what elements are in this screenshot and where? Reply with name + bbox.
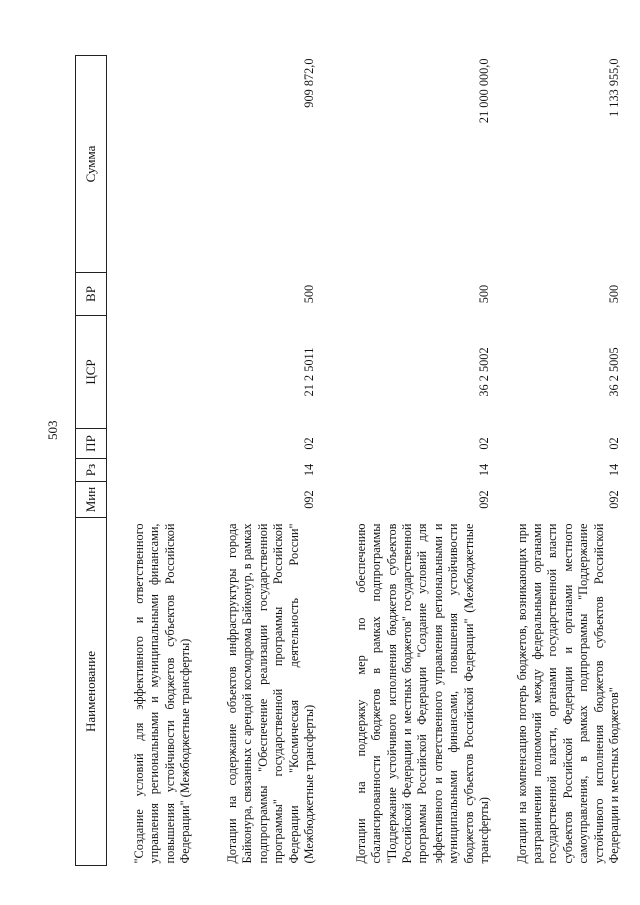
row-name: Дотации на содержание объектов инфраструктуры города Байконура, связанных с арендой космодрома Байконур, в рамках подпрограммы "Обеспечение реализации государственной программы" государственной программы Российской Федерации "Космическая деятельность России" (Межбюджетные трансферты) xyxy=(225,523,317,864)
row-min xyxy=(107,482,197,518)
row-vr: 500 xyxy=(607,284,622,304)
row-min: 092 xyxy=(302,490,317,509)
rotated-content xyxy=(75,56,622,866)
row-name: "Создание условий для эффективного и ответственного управления региональными и муниципальными финансами, повышения устойчивости бюджетов субъектов Российской Федерации" (Межбюджетные трансферты) xyxy=(131,523,193,864)
row-vr xyxy=(107,273,197,316)
row-rz: 14 xyxy=(302,463,317,477)
row-sum: 909 872,0 xyxy=(302,58,317,108)
page-number: 503 xyxy=(45,420,60,440)
row-pr: 02 xyxy=(302,437,317,450)
table-row xyxy=(496,56,626,866)
header-csr: ЦСР xyxy=(76,316,107,429)
row-rz: 14 xyxy=(477,463,492,477)
row-min: 092 xyxy=(477,490,492,509)
header-rz: Рз xyxy=(76,459,107,482)
row-name: Дотации на компенсацию потерь бюджетов, возникающих при разграничении полномочий между федеральными органами государственной власти, органами государственной власти субъектов Российской Федерации и органами местного самоуправления, в рамках подпрограммы "Поддержание устойчивого исполнения бюджетов субъектов Российской Федерации и местных бюджетов" xyxy=(514,523,622,864)
row-csr: 36 2 5002 xyxy=(477,347,492,397)
row-vr: 500 xyxy=(302,284,317,304)
header-min: Мин xyxy=(76,482,107,518)
row-pr: 02 xyxy=(607,437,622,450)
row-csr xyxy=(107,316,197,429)
row-rz: 14 xyxy=(607,463,622,477)
row-pr: 02 xyxy=(477,437,492,450)
header-pr: ПР xyxy=(76,429,107,459)
budget-table xyxy=(75,55,626,866)
row-sum: 21 000 000,0 xyxy=(477,58,492,124)
row-sum xyxy=(107,56,197,273)
table-row xyxy=(321,56,496,866)
row-name: Дотации на поддержку мер по обеспечению сбалансированности бюджетов в рамках подпрограммы "Поддержание устойчивого исполнения бюджетов субъектов Российской Федерации и местных бюджетов" государственной программы Российской Федерации "Создание условий для эффективного и ответственного управления региональными и муниципальными финансами, повышения устойчивости бюджетов субъектов Российской Федерации" (Межбюджетные трансферты) xyxy=(353,523,492,864)
table-row xyxy=(107,56,197,866)
table-header-row xyxy=(76,56,107,866)
row-csr: 21 2 5011 xyxy=(302,347,317,397)
row-vr: 500 xyxy=(477,284,492,304)
row-pr xyxy=(107,429,197,459)
table-row xyxy=(197,56,321,866)
header-sum: Сумма xyxy=(76,56,107,273)
header-vr: ВР xyxy=(76,273,107,316)
row-rz xyxy=(107,459,197,482)
row-min: 092 xyxy=(607,490,622,509)
header-name: Наименование xyxy=(76,518,107,866)
row-sum: 1 133 955,0 xyxy=(607,58,622,117)
row-csr: 36 2 5005 xyxy=(607,347,622,397)
